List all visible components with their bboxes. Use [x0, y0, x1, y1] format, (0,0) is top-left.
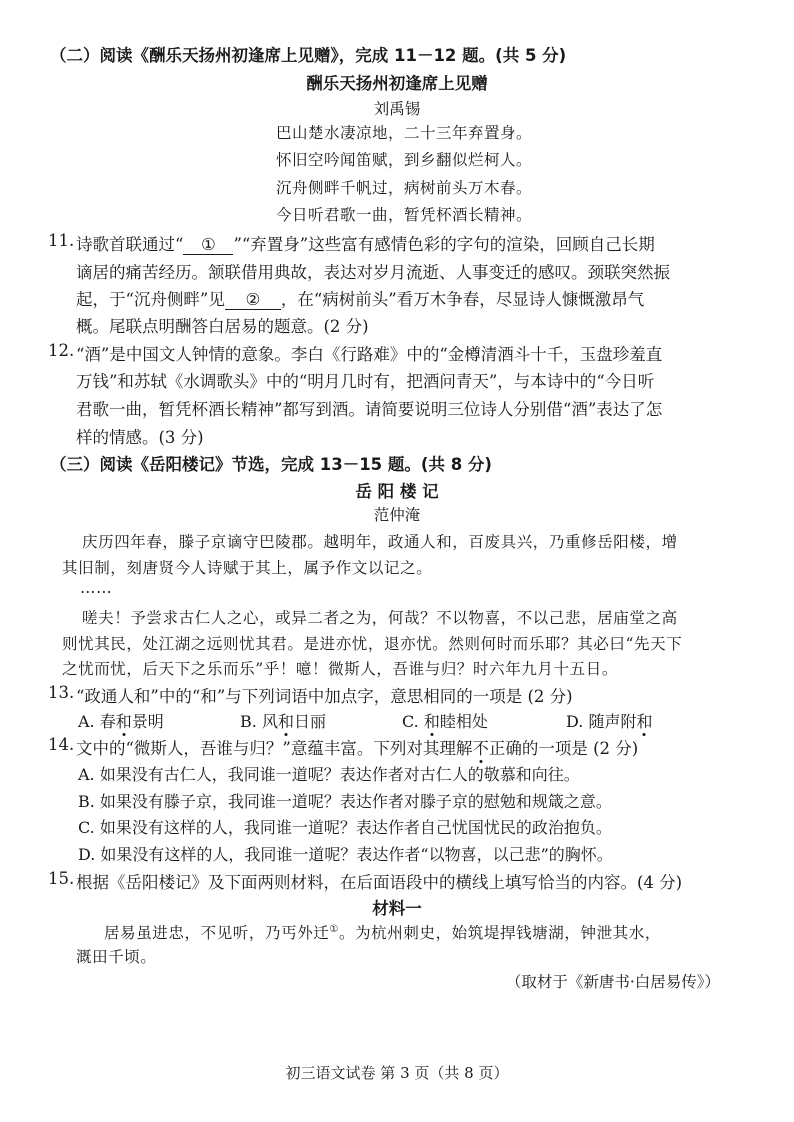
section-2-heading: （二）阅读《酬乐天扬州初逢席上见赠》，完成 11－12 题。(共 5 分)	[50, 46, 567, 65]
essay-paragraph-line: 其旧制，刻唐贤今人诗赋于其上，属予作文以记之。	[62, 559, 433, 577]
essay-ellipsis: ……	[80, 579, 113, 597]
option-a: A. 如果没有古仁人，我同谁一道呢？表达作者对古仁人的敬慕和向往。	[78, 765, 580, 784]
section-3-heading: （三）阅读《岳阳楼记》节选，完成 13－15 题。(共 8 分)	[50, 455, 492, 474]
question-15-stem: 根据《岳阳楼记》及下面两则材料，在后面语段中的横线上填写恰当的内容。(4 分)	[76, 873, 683, 892]
emphasis-char: 和	[423, 712, 440, 731]
essay-paragraph-line: 之忧而忧，后天下之乐而乐”乎！噫！微斯人，吾谁与归？时六年九月十五日。	[62, 660, 618, 678]
emphasis-char: 和	[115, 712, 132, 731]
question-12-line: 样的情感。(3 分)	[76, 428, 204, 447]
footnote-mark: ①	[329, 923, 339, 935]
emphasis-char: 和	[277, 712, 294, 731]
question-14-stem: 文中的“微斯人，吾谁与归？”意蕴丰富。下列对其理解不正确的一项是 (2 分)	[76, 739, 639, 758]
question-12-number: 12.	[48, 341, 75, 360]
question-12-line: 君歌一曲，暂凭杯酒长精神”都写到酒。请简要说明三位诗人分别借“酒”表达了怎	[76, 400, 663, 419]
essay-paragraph-line: 嗟夫！予尝求古仁人之心，或异二者之为，何哉？不以物喜，不以己悲，居庙堂之高	[82, 609, 678, 627]
question-11-line: 谪居的痛苦经历。颔联借用典故，表达对岁月流逝、人事变迁的感叹。颈联突然振	[76, 263, 670, 282]
poem-line: 巴山楚水凄凉地，二十三年弃置身。	[276, 124, 533, 142]
question-13-stem: “政通人和”中的“和”与下列词语中加点字，意思相同的一项是 (2 分)	[76, 687, 573, 706]
emphasis-char: 不	[472, 739, 489, 758]
question-11-line: 概。尾联点明酬答白居易的题意。(2 分)	[76, 317, 369, 336]
question-12-line: 万钱”和苏轼《水调歌头》中的“明月几时有，把酒问青天”，与本诗中的“今日听	[76, 372, 655, 391]
option-d: D. 随声附和	[566, 712, 653, 731]
poem-author: 刘禹锡	[373, 100, 421, 118]
essay-paragraph-line: 则忧其民，处江湖之远则忧其君。是进亦忧，退亦忧。然则何时而乐耶？其必曰“先天下	[62, 635, 683, 653]
essay-title: 岳 阳 楼 记	[355, 482, 439, 501]
material-line: 溉田千顷。	[76, 948, 157, 966]
essay-author: 范仲淹	[373, 506, 421, 524]
question-14-number: 14.	[48, 735, 75, 754]
blank-2: ②	[225, 290, 281, 310]
poem-line: 怀旧空吟闻笛赋，到乡翻似烂柯人。	[276, 151, 533, 169]
material-line: 居易虽进忠，不见听，乃丐外迁①。为杭州刺史，始筑堤捍钱塘湖，钟泄其水，	[104, 923, 661, 942]
option-c: C. 和睦相处	[402, 712, 488, 731]
essay-paragraph-line: 庆历四年春，滕子京谪守巴陵郡。越明年，政通人和，百废具兴，乃重修岳阳楼，增	[82, 533, 678, 551]
option-c: C. 如果没有这样的人，我同谁一道呢？表达作者自己忧国忧民的政治抱负。	[78, 818, 612, 837]
poem-title: 酬乐天扬州初逢席上见赠	[306, 74, 488, 93]
question-11-line: 诗歌首联通过“ ① ”“弃置身”这些富有感情色彩的字句的渲染，回顾自己长期	[76, 235, 655, 254]
question-11-line: 起，于“沉舟侧畔”见 ② ，在“病树前头”看万木争春，尽显诗人慷慨激昂气	[76, 290, 645, 309]
option-b: B. 风和日丽	[240, 712, 326, 731]
question-12-line: “酒”是中国文人钟情的意象。李白《行路难》中的“金樽清酒斗十千，玉盘珍羞直	[76, 345, 663, 364]
poem-line: 今日听君歌一曲，暂凭杯酒长精神。	[276, 206, 533, 224]
blank-1: ①	[183, 235, 233, 255]
question-13-number: 13.	[48, 683, 75, 702]
option-a: A. 春和景明	[78, 712, 164, 731]
material-title: 材料一	[372, 899, 422, 918]
option-b: B. 如果没有滕子京，我同谁一道呢？表达作者对滕子京的慰勉和规箴之意。	[78, 792, 612, 811]
question-15-number: 15.	[48, 869, 75, 888]
question-11-number: 11.	[48, 231, 75, 250]
material-source: （取材于《新唐书·白居易传》）	[505, 973, 720, 991]
emphasis-char: 和	[636, 712, 653, 731]
page-footer: 初三语文试卷 第 3 页（共 8 页）	[285, 1064, 509, 1082]
poem-line: 沉舟侧畔千帆过，病树前头万木春。	[276, 179, 533, 197]
option-d: D. 如果没有这样的人，我同谁一道呢？表达作者“以物喜，以己悲”的胸怀。	[78, 845, 613, 864]
